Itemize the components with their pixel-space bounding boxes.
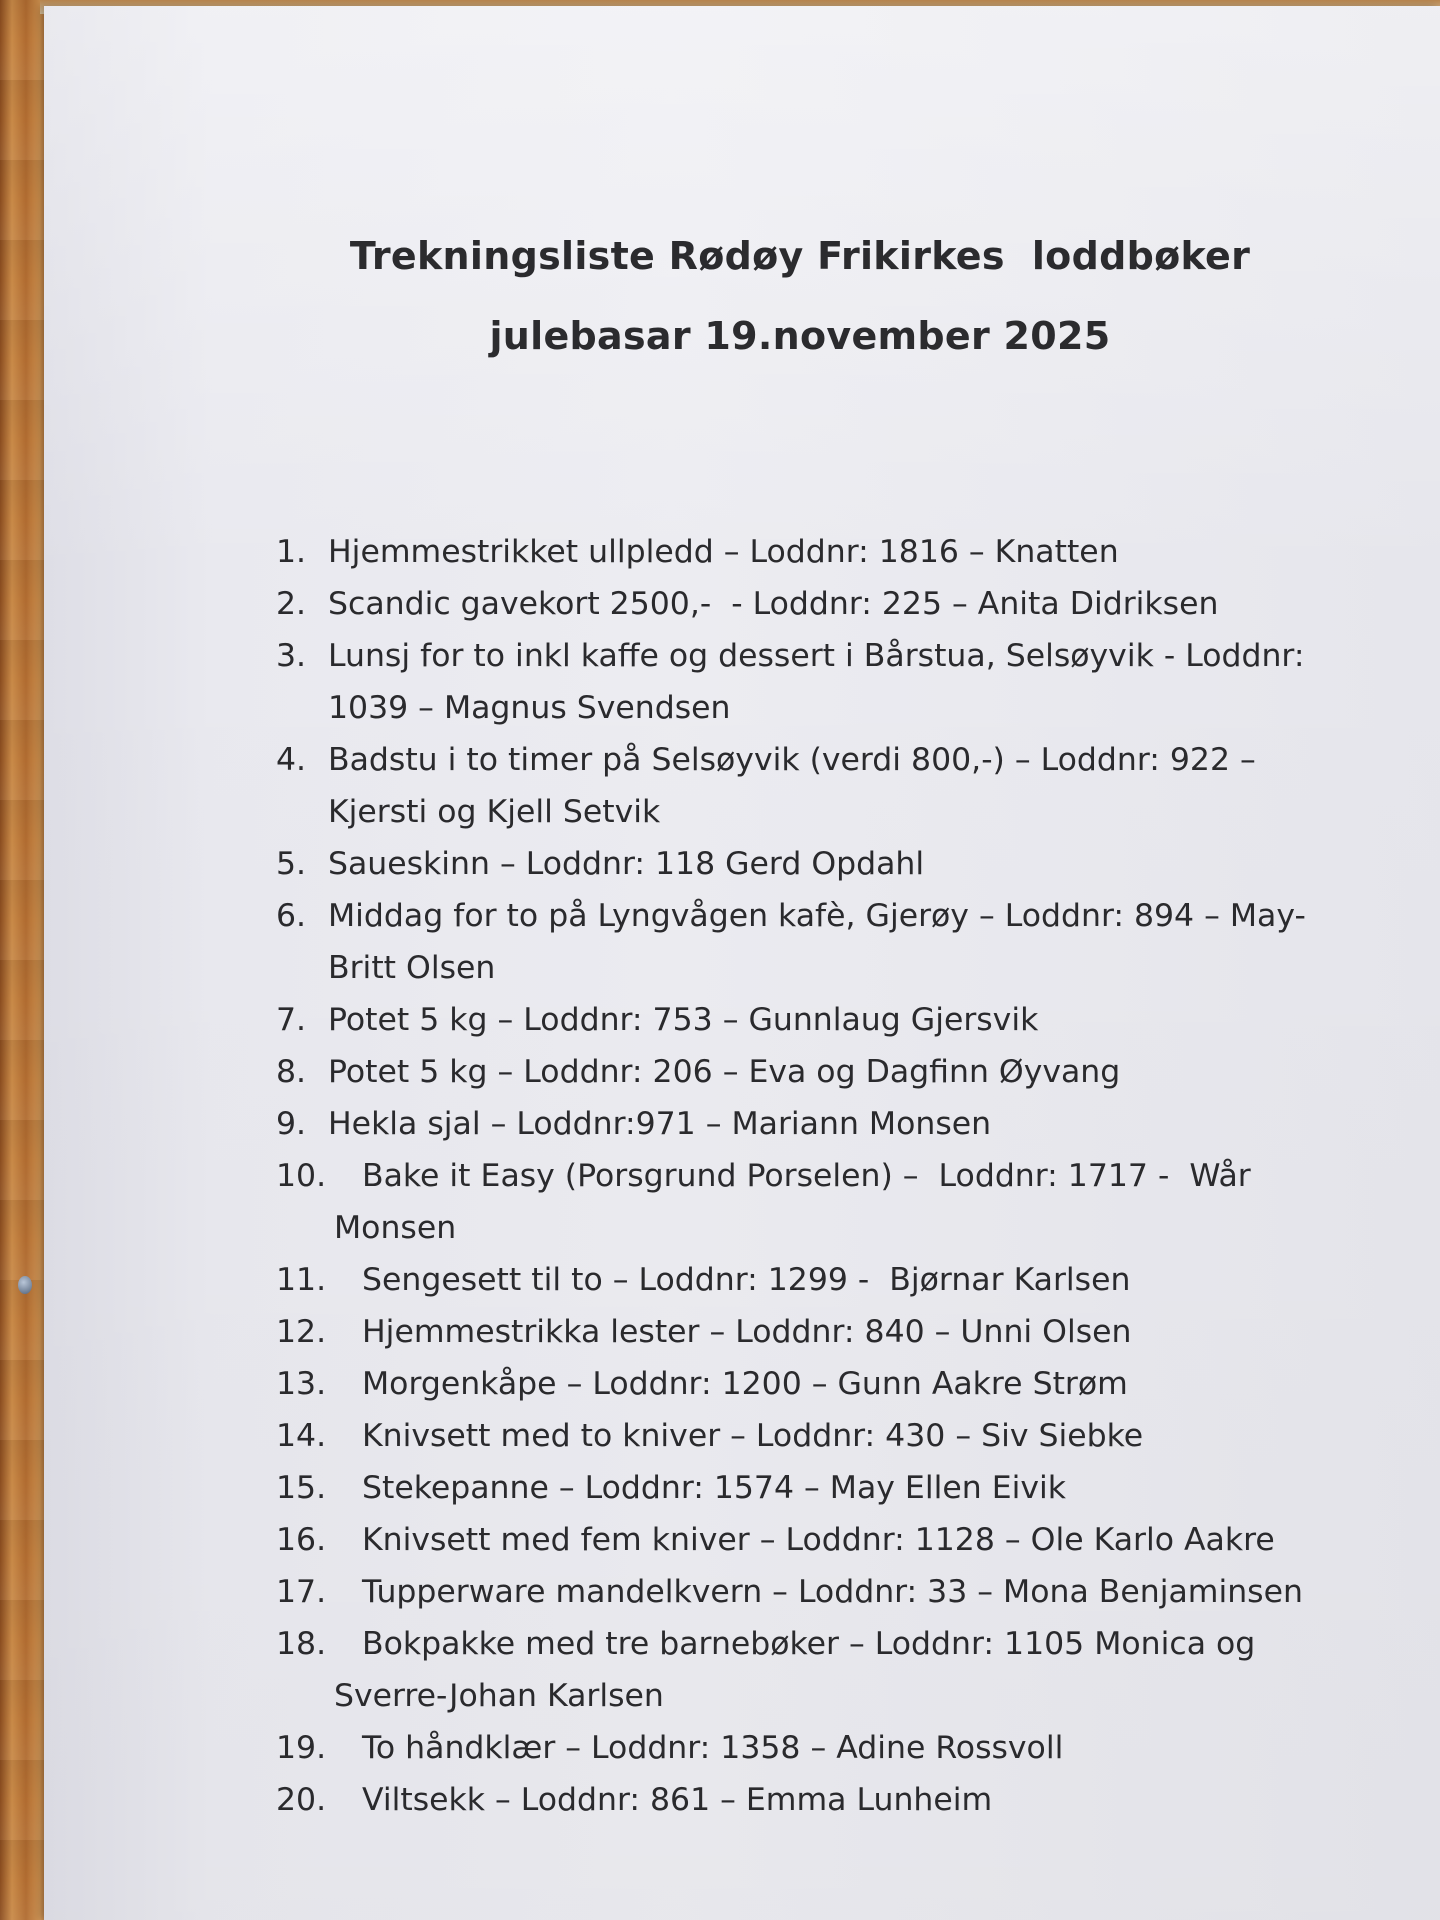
item-text: Bokpakke med tre barnebøker – Loddnr: 1105 Monica og xyxy=(362,1626,1256,1662)
list-item xyxy=(276,1514,1406,1566)
item-text-wrapper xyxy=(328,734,1406,838)
list-item xyxy=(276,1150,1406,1254)
item-number: 16. xyxy=(276,1522,327,1558)
item-text: To håndklær – Loddnr: 1358 – Adine Rossvoll xyxy=(362,1730,1064,1766)
item-text: Middag for to på Lyngvågen kafè, Gjerøy – Loddnr: 894 – May- xyxy=(328,898,1306,934)
item-text-wrapper xyxy=(362,1358,1406,1410)
item-number: 17. xyxy=(276,1574,327,1610)
item-text-continuation: Kjersti og Kjell Setvik xyxy=(328,794,661,830)
pin-icon xyxy=(18,1276,32,1294)
item-text: Potet 5 kg – Loddnr: 206 – Eva og Dagfinn Øyvang xyxy=(328,1054,1121,1090)
item-number: 3. xyxy=(276,638,307,674)
item-text: Viltsekk – Loddnr: 861 – Emma Lunheim xyxy=(362,1782,993,1818)
item-text: Hjemmestrikket ullpledd – Loddnr: 1816 – Knatten xyxy=(328,534,1119,570)
item-number: 8. xyxy=(276,1054,307,1090)
item-text: Sengesett til to – Loddnr: 1299 - Bjørnar Karlsen xyxy=(362,1262,1131,1298)
item-text-continuation: Monsen xyxy=(334,1210,457,1246)
item-text: Hjemmestrikka lester – Loddnr: 840 – Unni Olsen xyxy=(362,1314,1132,1350)
list-item xyxy=(276,1410,1406,1462)
item-text-wrapper xyxy=(362,1566,1406,1618)
item-text: Badstu i to timer på Selsøyvik (verdi 800,-) – Loddnr: 922 – xyxy=(328,742,1256,778)
item-text-wrapper xyxy=(362,1306,1406,1358)
list-item xyxy=(276,1462,1406,1514)
list-item xyxy=(276,526,1406,578)
item-number: 10. xyxy=(276,1158,327,1194)
item-number: 14. xyxy=(276,1418,327,1454)
item-number: 12. xyxy=(276,1314,327,1350)
item-number: 19. xyxy=(276,1730,327,1766)
list-item xyxy=(276,1358,1406,1410)
item-number: 18. xyxy=(276,1626,327,1662)
item-text-wrapper xyxy=(328,1098,1406,1150)
item-text-continuation: 1039 – Magnus Svendsen xyxy=(328,690,731,726)
item-number: 20. xyxy=(276,1782,327,1818)
item-text: Saueskinn – Loddnr: 118 Gerd Opdahl xyxy=(328,846,925,882)
item-text-wrapper xyxy=(362,1514,1406,1566)
prize-list xyxy=(276,526,1406,1826)
list-item xyxy=(276,1722,1406,1774)
list-item xyxy=(276,1306,1406,1358)
item-number: 9. xyxy=(276,1106,307,1142)
list-item xyxy=(276,630,1406,734)
document-subtitle: julebasar 19.november 2025 xyxy=(489,314,1111,358)
list-item xyxy=(276,1254,1406,1306)
item-text: Scandic gavekort 2500,- - Loddnr: 225 – Anita Didriksen xyxy=(328,586,1219,622)
item-number: 13. xyxy=(276,1366,327,1402)
list-item xyxy=(276,578,1406,630)
list-item xyxy=(276,1098,1406,1150)
item-text-wrapper xyxy=(328,890,1406,994)
item-text: Lunsj for to inkl kaffe og dessert i Bårstua, Selsøyvik - Loddnr: xyxy=(328,638,1305,674)
item-text-wrapper xyxy=(362,1722,1406,1774)
item-number: 6. xyxy=(276,898,307,934)
item-number: 7. xyxy=(276,1002,307,1038)
item-text: Stekepanne – Loddnr: 1574 – May Ellen Eivik xyxy=(362,1470,1066,1506)
item-number: 11. xyxy=(276,1262,327,1298)
item-text-continuation: Sverre-Johan Karlsen xyxy=(334,1678,664,1714)
list-item xyxy=(276,1046,1406,1098)
item-text-wrapper xyxy=(362,1462,1406,1514)
list-item xyxy=(276,734,1406,838)
item-number: 4. xyxy=(276,742,307,778)
item-text-wrapper xyxy=(328,526,1406,578)
item-text-wrapper xyxy=(328,630,1406,734)
paper-sheet xyxy=(44,6,1440,1920)
item-text-continuation: Britt Olsen xyxy=(328,950,496,986)
item-number: 15. xyxy=(276,1470,327,1506)
item-number: 5. xyxy=(276,846,307,882)
item-text-wrapper xyxy=(328,578,1406,630)
document-header xyxy=(44,216,1440,376)
list-item xyxy=(276,994,1406,1046)
document-title: Trekningsliste Rødøy Frikirkes loddbøker xyxy=(349,234,1251,278)
item-text-wrapper xyxy=(328,1046,1406,1098)
item-number: 2. xyxy=(276,586,307,622)
list-item xyxy=(276,1618,1406,1722)
item-text-wrapper xyxy=(334,1618,1406,1722)
list-item xyxy=(276,1774,1406,1826)
item-number: 1. xyxy=(276,534,307,570)
item-text: Knivsett med fem kniver – Loddnr: 1128 – Ole Karlo Aakre xyxy=(362,1522,1275,1558)
list-item xyxy=(276,890,1406,994)
list-item xyxy=(276,1566,1406,1618)
item-text: Potet 5 kg – Loddnr: 753 – Gunnlaug Gjersvik xyxy=(328,1002,1039,1038)
item-text-wrapper xyxy=(328,994,1406,1046)
item-text: Hekla sjal – Loddnr:971 – Mariann Monsen xyxy=(328,1106,992,1142)
item-text-wrapper xyxy=(328,838,1406,890)
item-text: Morgenkåpe – Loddnr: 1200 – Gunn Aakre Strøm xyxy=(362,1366,1128,1402)
item-text-wrapper xyxy=(362,1410,1406,1462)
item-text-wrapper xyxy=(362,1254,1406,1306)
item-text: Knivsett med to kniver – Loddnr: 430 – Siv Siebke xyxy=(362,1418,1144,1454)
item-text: Bake it Easy (Porsgrund Porselen) – Loddnr: 1717 - Wår xyxy=(362,1158,1251,1194)
item-text-wrapper xyxy=(334,1150,1406,1254)
item-text-wrapper xyxy=(362,1774,1406,1826)
list-item xyxy=(276,838,1406,890)
item-text: Tupperware mandelkvern – Loddnr: 33 – Mona Benjaminsen xyxy=(362,1574,1303,1610)
